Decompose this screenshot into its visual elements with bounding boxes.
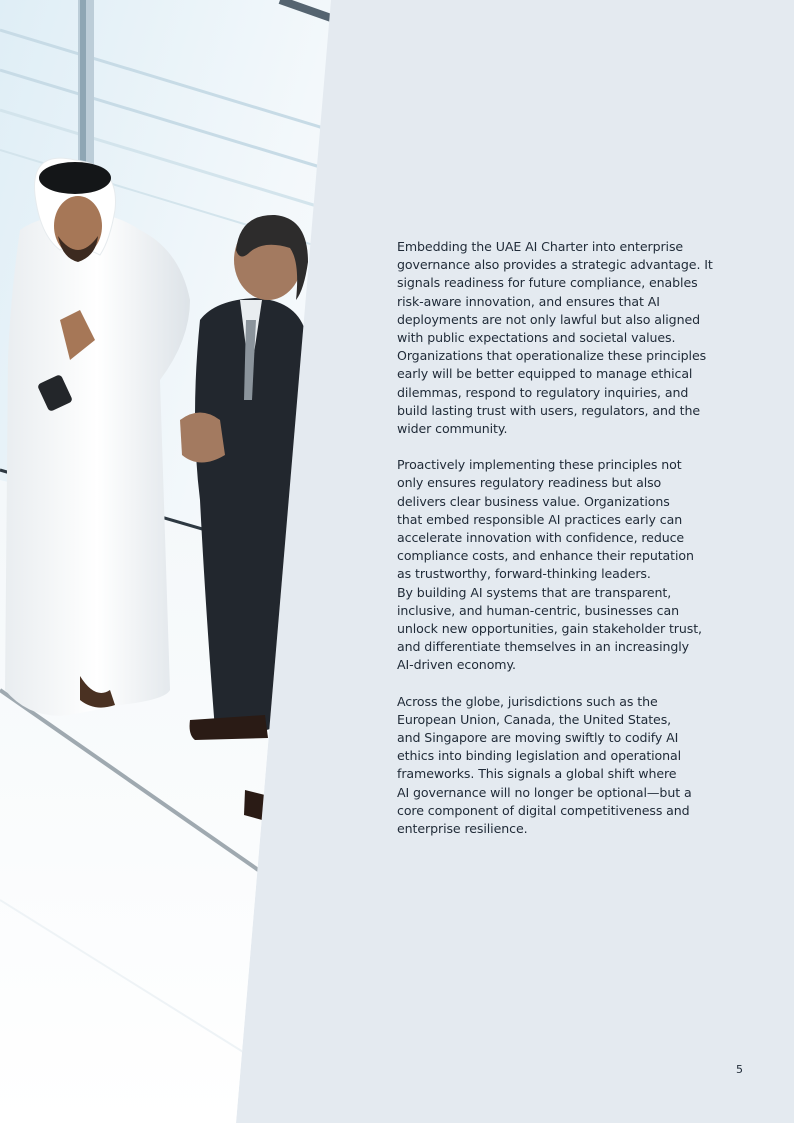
paragraph-ai-charter-governance: Embedding the UAE AI Charter into enterprise governance also provides a strategic advantage. It signals readiness for future compliance, enables risk-aware innovation, and ensures that AI deployments are not only lawful but also aligned with public expectations and societal values. Organizations that operationalize these principles early will be better equipped to manage ethical dilemmas, respond to regulatory inquiries, and build lasting trust with users, regulators, and the wider community.: [397, 239, 713, 437]
paragraph-business-value: Proactively implementing these principles not only ensures regulatory readiness but also delivers clear business value. Organizations that embed responsible AI practices early can accelerate innovation with confidence, reduce compliance costs, and enhance their reputation as trustworthy, forward-thinking leaders. By building AI systems that are transparent, inclusive, and human-centric, businesses can unlock new opportunities, gain stakeholder trust, and differentiate themselves in an increasingly AI-driven economy.: [397, 457, 702, 673]
body-text: [397, 238, 727, 856]
page-number: 5: [736, 1063, 743, 1076]
paragraph-global-jurisdictions: Across the globe, jurisdictions such as the European Union, Canada, the United States, and Singapore are moving swiftly to codify AI ethics into binding legislation and operational frameworks. This signals a global shift where AI governance will no longer be optional—but a core component of digital competitiveness and enterprise resilience.: [397, 693, 692, 837]
